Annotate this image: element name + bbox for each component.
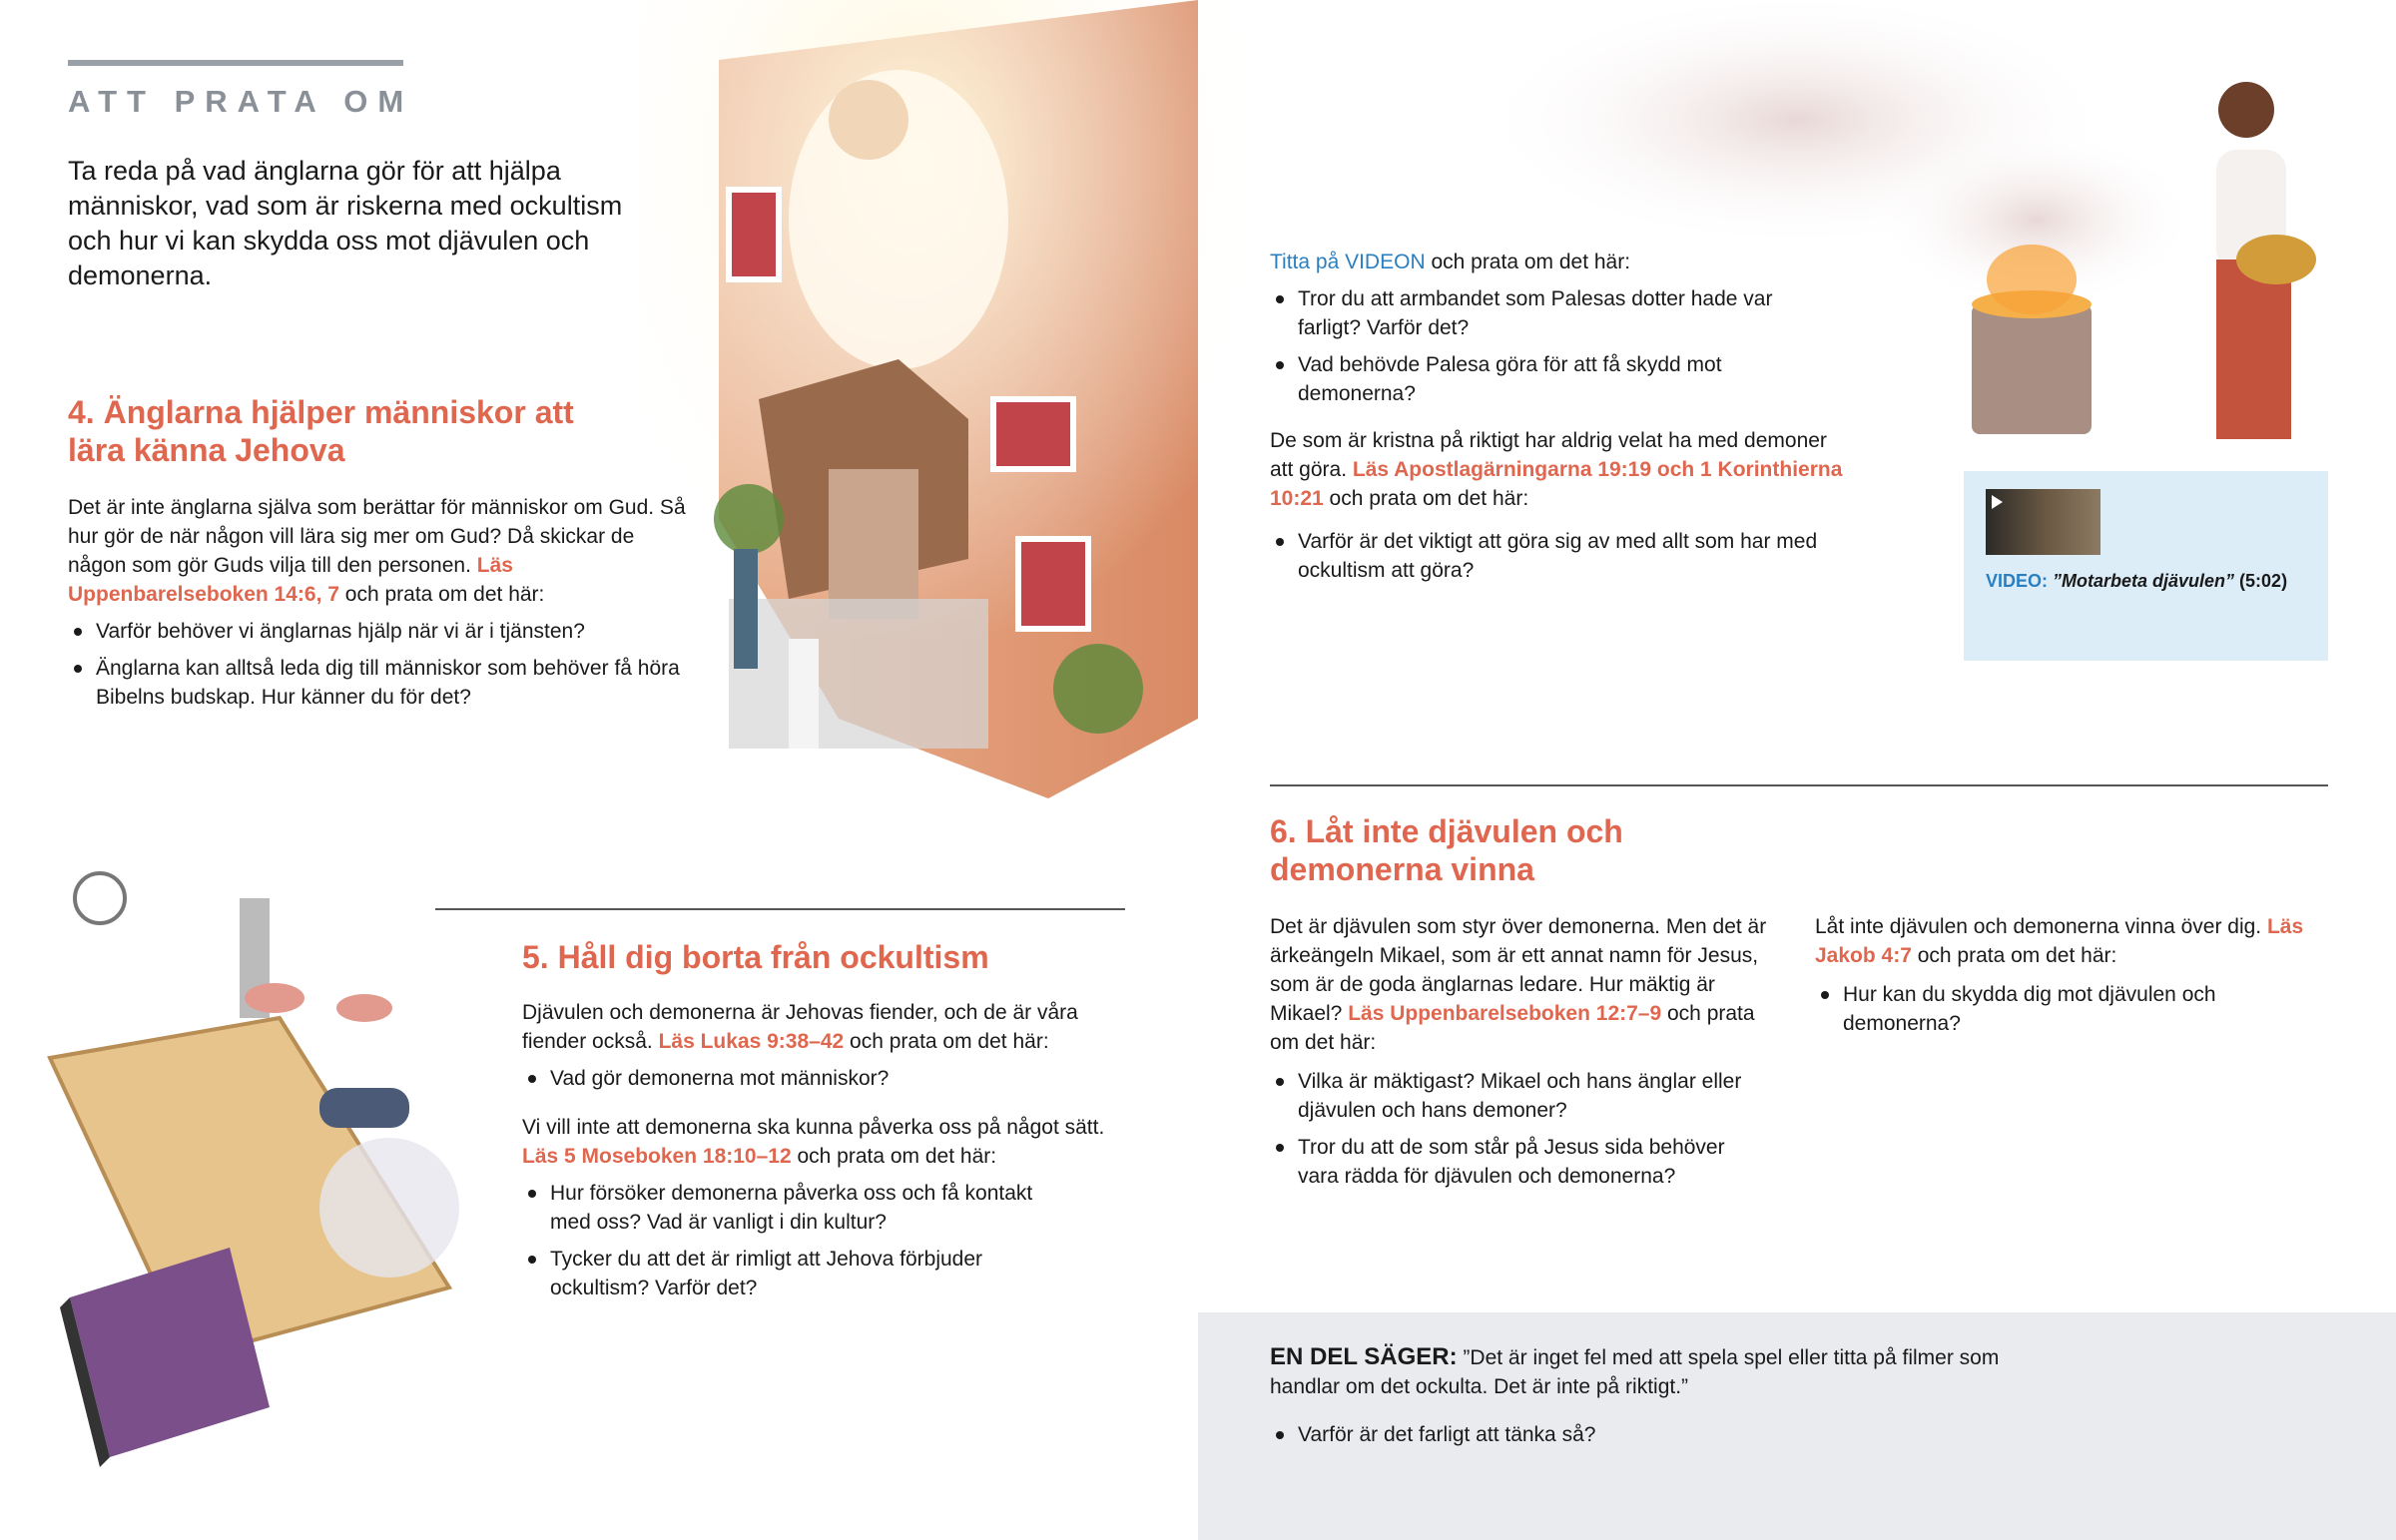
discussion-question: Vad gör demonerna mot människor?: [502, 1064, 1131, 1093]
discussion-question: Tror du att armbandet som Palesas dotter hade var farligt? Varför det?: [1250, 284, 1809, 342]
section5-paragraph2: [522, 1113, 1131, 1171]
paragraph-text: Vi vill inte att demonerna ska kunna påverka oss på något sätt.: [522, 1116, 1105, 1139]
paragraph-text: De som är kristna på riktigt har aldrig velat ha med demoner att göra.: [1270, 429, 1827, 481]
video-thumbnail[interactable]: [1986, 489, 2100, 555]
paragraph-text: och prata om det här:: [1911, 944, 2117, 967]
discussion-question: Tycker du att det är rimligt att Jehova förbjuder ockultism? Varför det?: [502, 1245, 1071, 1302]
video-section-paragraph: [1270, 426, 1849, 513]
section4-paragraph: [68, 493, 697, 609]
video-box[interactable]: [1964, 471, 2328, 661]
play-icon[interactable]: [1992, 495, 2003, 509]
angel-house-illustration: [639, 0, 1258, 808]
discussion-question: Vad behövde Palesa göra för att få skydd mot demonerna?: [1250, 350, 1809, 408]
scripture-link[interactable]: Läs Uppenbarelseboken 14:6, 7: [68, 554, 513, 606]
paragraph-text: och prata om det här:: [1270, 1002, 1755, 1054]
some-say-label: EN DEL SÄGER:: [1270, 1343, 1458, 1370]
section4-body: [68, 493, 697, 712]
discussion-question: Varför behöver vi änglarnas hjälp när vi är i tjänsten?: [48, 617, 697, 646]
video-caption[interactable]: [1986, 571, 2287, 592]
section6-divider: [1270, 784, 2328, 786]
intro-text: Ta reda på vad änglarna gör för att hjälpa människor, vad som är riskerna med ockultism och hur vi kan skydda oss mot djävulen och demonerna.: [68, 156, 623, 290]
section4-heading: 4. Änglarna hjälper människor att lära känna Jehova: [68, 394, 574, 468]
discuss-label: ATT PRATA OM: [68, 84, 414, 119]
discussion-question: Vilka är mäktigast? Mikael och hans änglar eller djävulen och hans demoner?: [1250, 1067, 1769, 1125]
section6-paragraph2: [1815, 912, 2334, 970]
section6-paragraph: [1270, 912, 1789, 1057]
paragraph-text: Låt inte djävulen och demonerna vinna över dig.: [1815, 915, 2267, 938]
paragraph-text: Djävulen och demonerna är Jehovas fiender, och de är våra fiender också.: [522, 1001, 1078, 1053]
section-top-bar: [68, 60, 403, 66]
video-title: ”Motarbeta djävulen”: [2048, 571, 2235, 591]
section5-paragraph1: [522, 998, 1131, 1056]
video-section: [1270, 248, 1869, 585]
discussion-question: Hur försöker demonerna påverka oss och få kontakt med oss? Vad är vanligt i din kultur?: [502, 1179, 1071, 1237]
paragraph-text: Det är inte änglarna själva som berättar för människor om Gud. Så hur gör de när någon vill lära sig mer om Gud? Då skickar de någon som gör Guds vilja till den personen.: [68, 496, 686, 577]
discussion-question: Varför är det farligt att tänka så?: [1250, 1420, 1595, 1449]
discussion-question: Änglarna kan alltså leda dig till människor som behöver få höra Bibelns budskap. Hur känner du för det?: [48, 654, 697, 712]
section6-column2: [1815, 912, 2334, 1038]
watch-video-line: [1270, 248, 1869, 276]
section5-divider: [435, 908, 1125, 910]
section5-body: [522, 998, 1131, 1302]
watch-video-link[interactable]: Titta på VIDEON: [1270, 251, 1426, 273]
scripture-link[interactable]: Läs Uppenbarelseboken 12:7–9: [1348, 1002, 1662, 1025]
section5-heading: 5. Håll dig borta från ockultism: [522, 939, 989, 975]
scripture-link[interactable]: Läs Jakob 4:7: [1815, 915, 2304, 967]
some-say-statement: [1270, 1342, 2049, 1401]
paragraph-text: och prata om det här:: [844, 1030, 1049, 1053]
section6-column1: [1270, 912, 1789, 1191]
paragraph-text: och prata om det här:: [1425, 251, 1631, 273]
scripture-link[interactable]: Läs Lukas 9:38–42: [658, 1030, 845, 1053]
section6-heading: 6. Låt inte djävulen och demonerna vinna: [1270, 813, 1623, 887]
video-label: VIDEO:: [1986, 571, 2049, 591]
some-say-quote: ”Det är inget fel med att spela spel eller titta på filmer som handlar om det ockulta. Det är inte på riktigt.”: [1270, 1346, 2000, 1398]
some-say-box: [1198, 1312, 2396, 1540]
discussion-question: Tror du att de som står på Jesus sida behöver vara rädda för djävulen och demonerna?: [1250, 1133, 1769, 1191]
scripture-link[interactable]: Läs 5 Moseboken 18:10–12: [522, 1145, 792, 1168]
paragraph-text: och prata om det här:: [1323, 487, 1529, 510]
discussion-question: Hur kan du skydda dig mot djävulen och demonerna?: [1795, 980, 2294, 1038]
paragraph-text: Det är djävulen som styr över demonerna. Men det är ärkeängeln Mikael, som är ett annat namn för Jesus, som är de goda änglarnas ledare. Hur mäktig är Mikael?: [1270, 915, 1767, 1025]
paragraph-text: och prata om det här:: [338, 583, 545, 606]
paragraph-text: och prata om det här:: [791, 1145, 997, 1168]
video-duration: (5:02): [2234, 571, 2288, 591]
discussion-question: Varför är det viktigt att göra sig av med allt som har med ockultism att göra?: [1250, 527, 1829, 585]
scripture-link[interactable]: Läs Apostlagärningarna 19:19 och 1 Korinthierna 10:21: [1270, 458, 1843, 510]
occult-objects-illustration: [40, 858, 509, 1477]
